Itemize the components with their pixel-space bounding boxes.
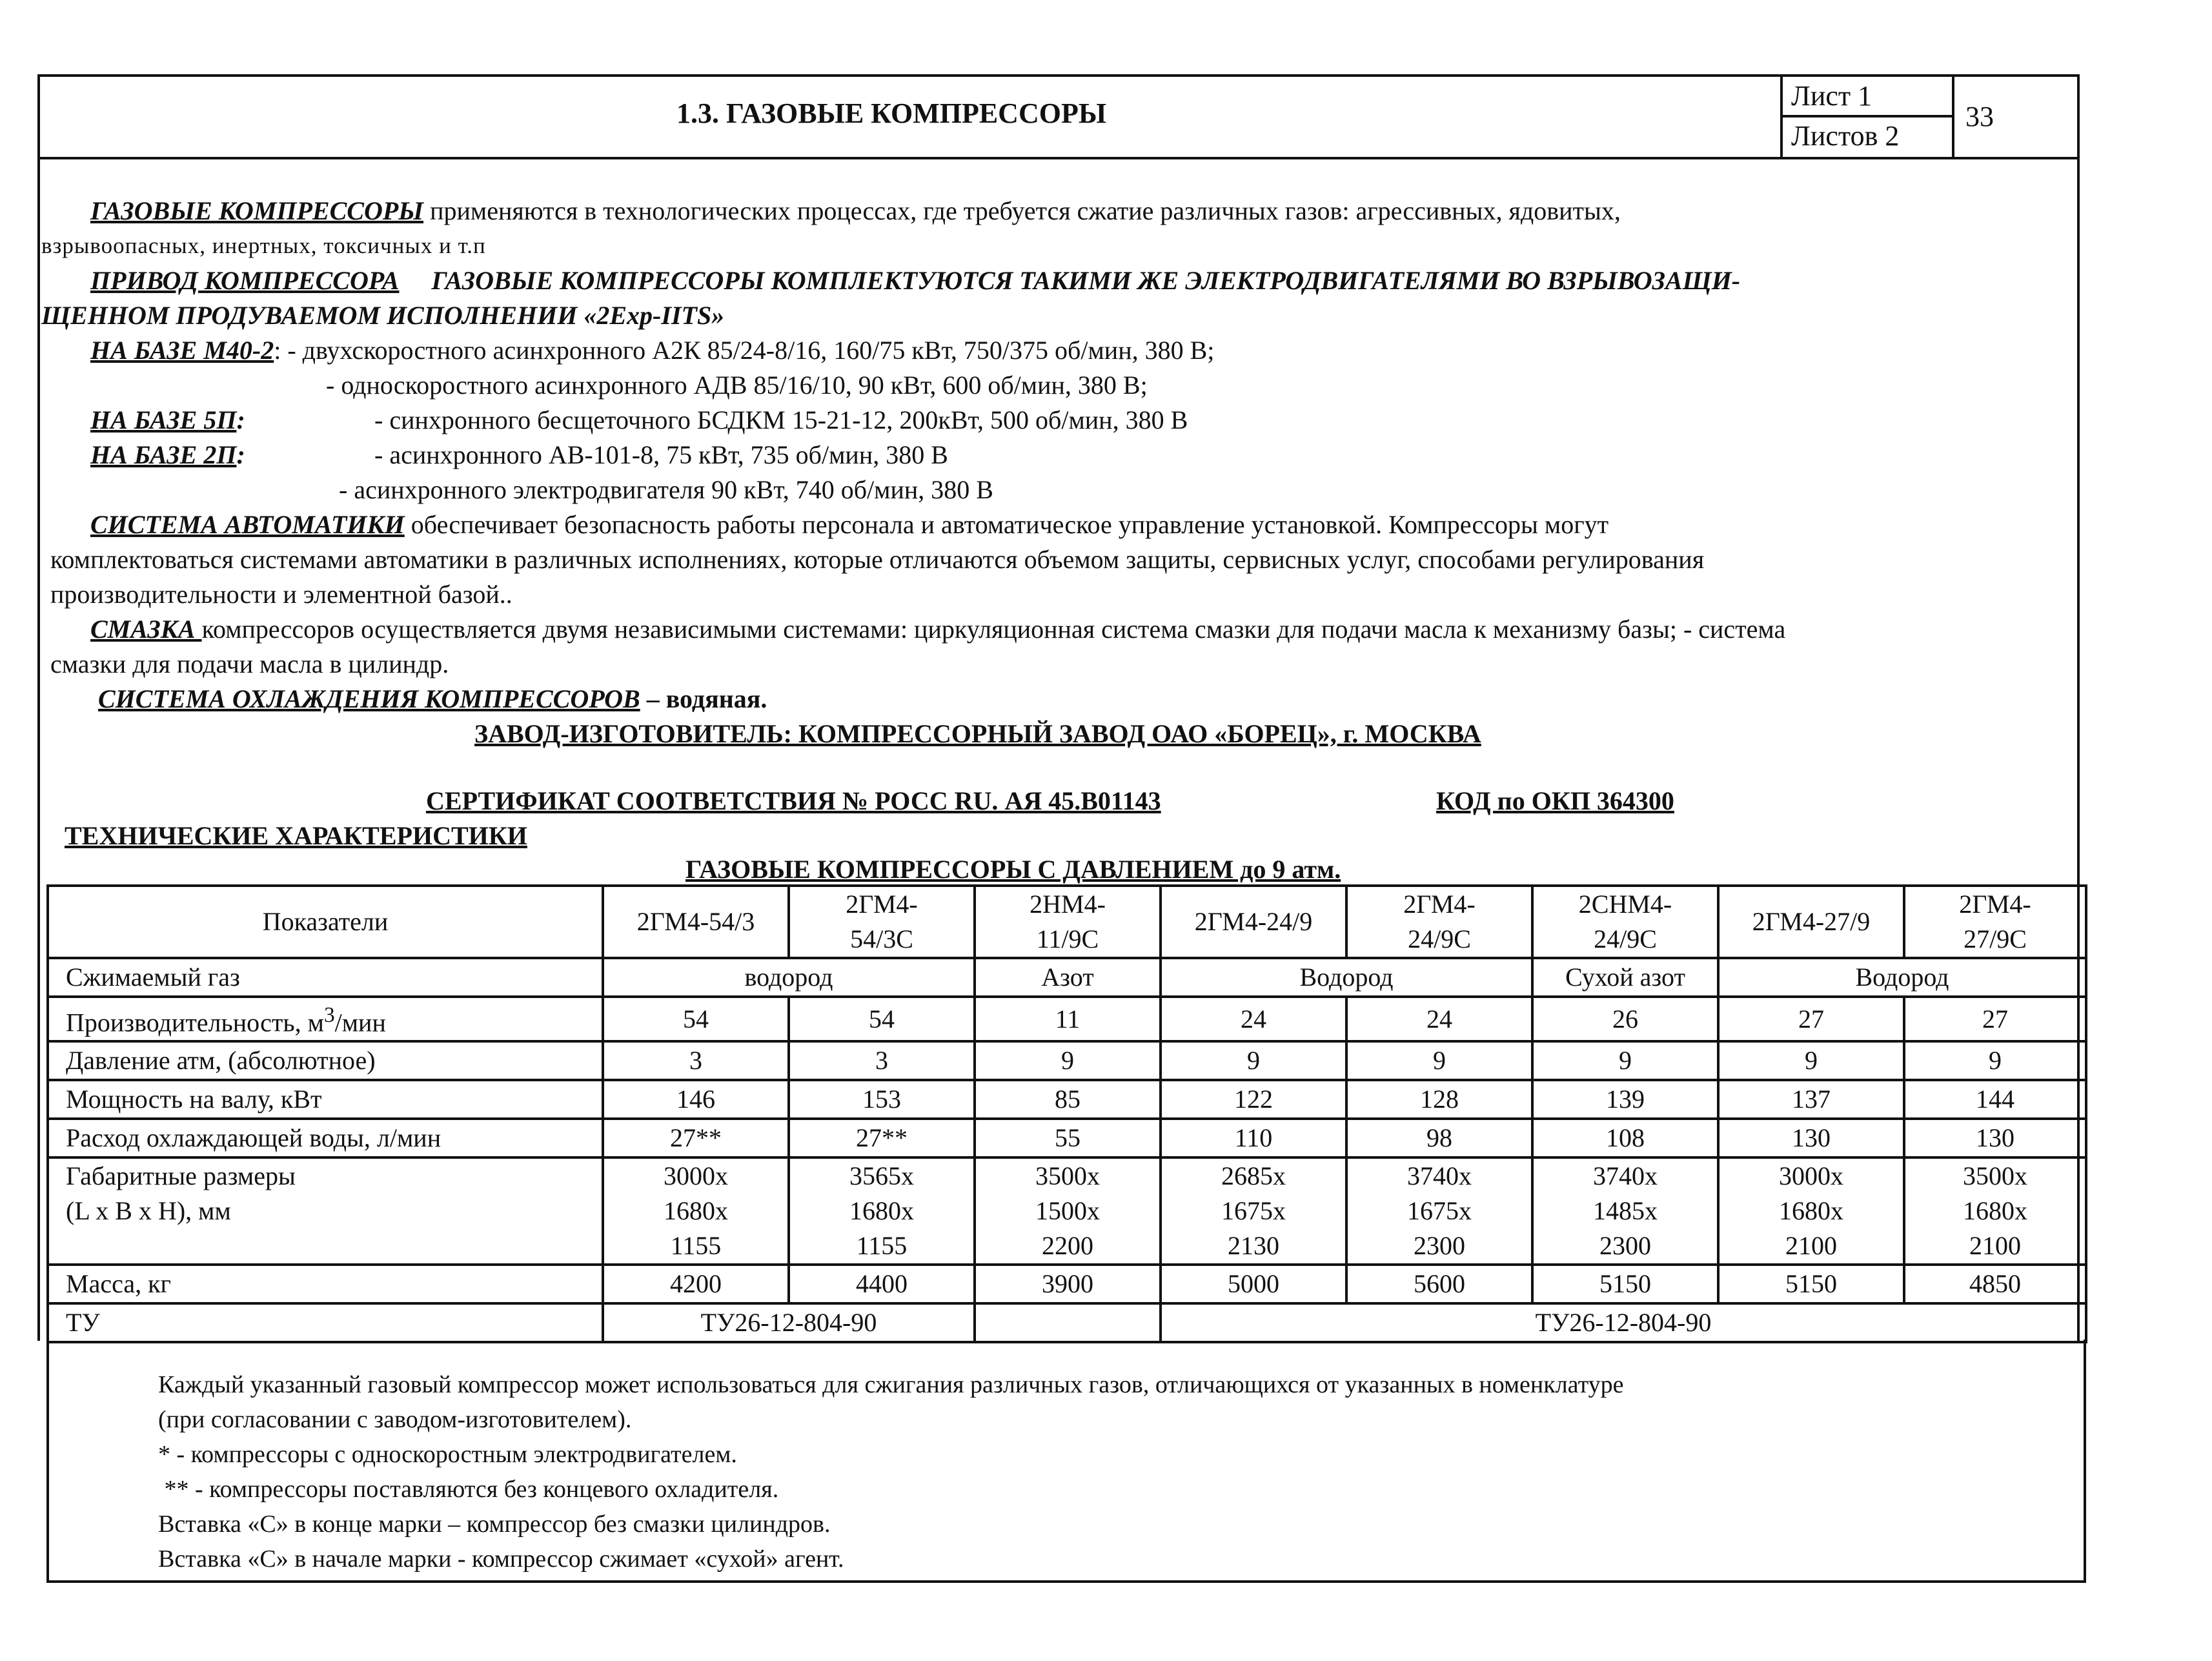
table-cell: 54 (603, 997, 789, 1041)
table-header-row (48, 886, 2086, 958)
table-cell: 137 (1718, 1080, 1904, 1119)
table-cell: 5150 (1718, 1265, 1904, 1303)
table-cell: 5000 (1161, 1265, 1346, 1303)
model-header: 2ГМ4- 24/9С (1346, 886, 1532, 958)
col-header-indicators: Показатели (48, 886, 603, 958)
term-gas-compressors: ГАЗОВЫЕ КОМПРЕССОРЫ (90, 196, 424, 225)
table-cell (975, 1303, 1161, 1342)
term-automation: СИСТЕМА АВТОМАТИКИ (90, 510, 405, 539)
manufacturer: ЗАВОД-ИЗГОТОВИТЕЛЬ: КОМПРЕССОРНЫЙ ЗАВОД ОАО «БОРЕЦ», г. МОСКВА (474, 719, 1481, 748)
table-cell: ТУ26-12-804-90 (1161, 1303, 2086, 1342)
auto-line-2: комплектоваться системами автоматики в различных исполнениях, которые отличаются объемом защиты, сервисных услуг, способами регулирования (50, 545, 1705, 574)
notes-block (158, 1367, 1624, 1576)
model-header: 2ГМ4-27/9 (1718, 886, 1904, 958)
b2-text-2: - асинхронного электродвигателя 90 кВт, 740 об/мин, 380 В (339, 475, 993, 504)
table-cell: 122 (1161, 1080, 1346, 1119)
table-cell: 139 (1532, 1080, 1718, 1119)
table-cell: 9 (1161, 1041, 1346, 1080)
okp-code: КОД по ОКП 364300 (1436, 786, 1674, 815)
model-header: 2СНМ4- 24/9С (1532, 886, 1718, 958)
table-cell: 5600 (1346, 1265, 1532, 1303)
notes-left-border (46, 1340, 49, 1583)
table-cell: 144 (1904, 1080, 2086, 1119)
model-header: 2ГМ4- 27/9С (1904, 886, 2086, 958)
page-number: 33 (1965, 101, 1994, 132)
sheet-divider (1780, 115, 1954, 117)
table-cell: 110 (1161, 1119, 1346, 1157)
table-row-mass (48, 1265, 2086, 1303)
table-cell: 3900 (975, 1265, 1161, 1303)
table-cell: 3000x 1680x 1155 (603, 1157, 789, 1265)
b5-text: - синхронного бесщеточного БСДКМ 15-21-12, 200кВт, 500 об/мин, 380 В (374, 405, 1188, 434)
sheets-label: Листов 2 (1791, 120, 1900, 152)
table-cell: 5150 (1532, 1265, 1718, 1303)
table-cell: Водород (1161, 958, 1532, 997)
table-cell: 4850 (1904, 1265, 2086, 1303)
table-cell: 2685x 1675x 2130 (1161, 1157, 1346, 1265)
auto-line-3: производительности и элементной базой.. (50, 580, 512, 609)
table-cell: 27 (1718, 997, 1904, 1041)
frame-left (37, 74, 40, 1341)
note-line: Каждый указанный газовый компрессор может использоваться для сжигания различных газов, отличающихся от указанных в номенклатуре (158, 1371, 1624, 1398)
table-title: ГАЗОВЫЕ КОМПРЕССОРЫ С ДАВЛЕНИЕМ до 9 атм. (685, 855, 1341, 884)
term-lubrication: СМАЗКА (90, 615, 202, 644)
page-title: 1.3. ГАЗОВЫЕ КОМПРЕССОРЫ (676, 97, 1107, 129)
row-label: Масса, кг (48, 1265, 603, 1303)
table-cell: 27** (603, 1119, 789, 1157)
table-cell: 9 (1718, 1041, 1904, 1080)
b2-text: - асинхронного АВ-101-8, 75 кВт, 735 об/мин, 380 В (374, 440, 948, 469)
table-row-gas (48, 958, 2086, 997)
row-label: ТУ (48, 1303, 603, 1342)
table-cell: 9 (1346, 1041, 1532, 1080)
table-cell: 146 (603, 1080, 789, 1119)
table-cell: водород (603, 958, 975, 997)
table-row (48, 1080, 2086, 1119)
table-cell: 3000x 1680x 2100 (1718, 1157, 1904, 1265)
table-cell: 108 (1532, 1119, 1718, 1157)
frame-top (37, 74, 2078, 77)
term-5p: НА БАЗЕ 5П (90, 405, 237, 434)
auto-line-1: СИСТЕМА АВТОМАТИКИ обеспечивает безопасность работы персонала и автоматическое управление установкой. Компрессоры могут (90, 510, 1609, 539)
row-label: Сжимаемый газ (48, 958, 603, 997)
model-header: 2ГМ4-54/3 (603, 886, 789, 958)
table-row-dimensions (48, 1157, 2086, 1265)
model-header: 2ГМ4- 54/3С (789, 886, 975, 958)
lube-line-1: СМАЗКА компрессоров осуществляется двумя независимыми системами: циркуляционная система смазки для подачи масла к механизму базы; - система (90, 615, 1786, 644)
table-cell: 24 (1346, 997, 1532, 1041)
table-cell: Сухой азот (1532, 958, 1718, 997)
table-cell: 4400 (789, 1265, 975, 1303)
note-line: Вставка «С» в начале марки - компрессор сжимает «сухой» агент. (158, 1545, 844, 1573)
term-2p: НА БАЗЕ 2П (90, 440, 237, 469)
table-cell: 128 (1346, 1080, 1532, 1119)
note-line: ** - компрессоры поставляются без концевого охладителя. (158, 1476, 779, 1503)
table-cell: 55 (975, 1119, 1161, 1157)
cool-line: СИСТЕМА ОХЛАЖДЕНИЯ КОМПРЕССОРОВ – водяная. (98, 684, 767, 713)
table-cell: 130 (1718, 1119, 1904, 1157)
term-m40: НА БАЗЕ М40-2 (90, 336, 274, 365)
table-cell: 153 (789, 1080, 975, 1119)
intro-line-1: ГАЗОВЫЕ КОМПРЕССОРЫ применяются в технологических процессах, где требуется сжатие различных газов: агрессивных, ядовитых, (90, 196, 1621, 225)
table-cell: Водород (1718, 958, 2086, 997)
sheet-label: Лист 1 (1791, 80, 1872, 112)
table-cell: 26 (1532, 997, 1718, 1041)
model-header: 2ГМ4-24/9 (1161, 886, 1346, 958)
table-cell: 3 (789, 1041, 975, 1080)
specs-table (46, 884, 2087, 1343)
table-cell: 85 (975, 1080, 1161, 1119)
m40-line-1: НА БАЗЕ М40-2: - двухскоростного асинхронного А2К 85/24-8/16, 160/75 кВт, 750/375 об/мин, 380 В; (90, 336, 1215, 365)
row-label: Расход охлаждающей воды, л/мин (48, 1119, 603, 1157)
term-drive: ПРИВОД КОМПРЕССОРА (90, 266, 400, 295)
table-cell: 54 (789, 997, 975, 1041)
frame-bottom (46, 1580, 2086, 1583)
intro-line-2: взрывоопасных, инертных, токсичных и т.п (41, 233, 486, 258)
table-cell: 9 (1532, 1041, 1718, 1080)
note-line: Вставка «С» в конце марки – компрессор без смазки цилиндров. (158, 1511, 831, 1538)
table-cell: 4200 (603, 1265, 789, 1303)
table-row-tu (48, 1303, 2086, 1342)
drive-line-2: ЩЕННОМ ПРОДУВАЕМОМ ИСПОЛНЕНИИ «2Exp-IITS» (41, 301, 725, 330)
table-cell: 24 (1161, 997, 1346, 1041)
table-cell: 3 (603, 1041, 789, 1080)
table-cell: 11 (975, 997, 1161, 1041)
header-bottom-line (37, 157, 2078, 159)
b5-line: НА БАЗЕ 5П: (90, 405, 245, 434)
table-cell: 27 (1904, 997, 2086, 1041)
m40-line-2: - односкоростного асинхронного АДВ 85/16/10, 90 кВт, 600 об/мин, 380 В; (326, 371, 1148, 400)
lube-line-2: смазки для подачи масла в цилиндр. (50, 649, 449, 678)
table-cell: Азот (975, 958, 1161, 997)
model-header: 2НМ4- 11/9С (975, 886, 1161, 958)
table-row (48, 997, 2086, 1041)
row-label: Мощность на валу, кВт (48, 1080, 603, 1119)
table-row (48, 1041, 2086, 1080)
table-cell: ТУ26-12-804-90 (603, 1303, 975, 1342)
note-line: (при согласовании с заводом-изготовителем). (158, 1406, 632, 1433)
row-label: Габаритные размеры (L x B x H), мм (48, 1157, 603, 1265)
table-cell: 3740x 1675x 2300 (1346, 1157, 1532, 1265)
b2-line: НА БАЗЕ 2П: (90, 440, 245, 469)
term-cooling: СИСТЕМА ОХЛАЖДЕНИЯ КОМПРЕССОРОВ (98, 684, 640, 713)
note-line: * - компрессоры с односкоростным электродвигателем. (158, 1441, 737, 1468)
certificate: СЕРТИФИКАТ СООТВЕТСТВИЯ № РОСС RU. АЯ 45.В01143 (426, 786, 1161, 815)
table-cell: 27** (789, 1119, 975, 1157)
drive-line-1: ПРИВОД КОМПРЕССОРА ГАЗОВЫЕ КОМПРЕССОРЫ КОМПЛЕКТУЮТСЯ ТАКИМИ ЖЕ ЭЛЕКТРОДВИГАТЕЛЯМИ ВО ВЗРЫВОЗАЩИ- (90, 266, 1741, 295)
table-cell: 98 (1346, 1119, 1532, 1157)
table-cell: 3500x 1680x 2100 (1904, 1157, 2086, 1265)
table-cell: 9 (975, 1041, 1161, 1080)
table-cell: 3500x 1500x 2200 (975, 1157, 1161, 1265)
table-cell: 3740x 1485x 2300 (1532, 1157, 1718, 1265)
table-cell: 130 (1904, 1119, 2086, 1157)
row-label: Давление атм, (абсолютное) (48, 1041, 603, 1080)
notes-right-border (2084, 1340, 2086, 1583)
table-cell: 3565x 1680x 1155 (789, 1157, 975, 1265)
table-row (48, 1119, 2086, 1157)
table-cell: 9 (1904, 1041, 2086, 1080)
row-label: Производительность, $м^3$/мин (48, 997, 603, 1041)
specs-heading: ТЕХНИЧЕСКИЕ ХАРАКТЕРИСТИКИ (65, 821, 527, 850)
